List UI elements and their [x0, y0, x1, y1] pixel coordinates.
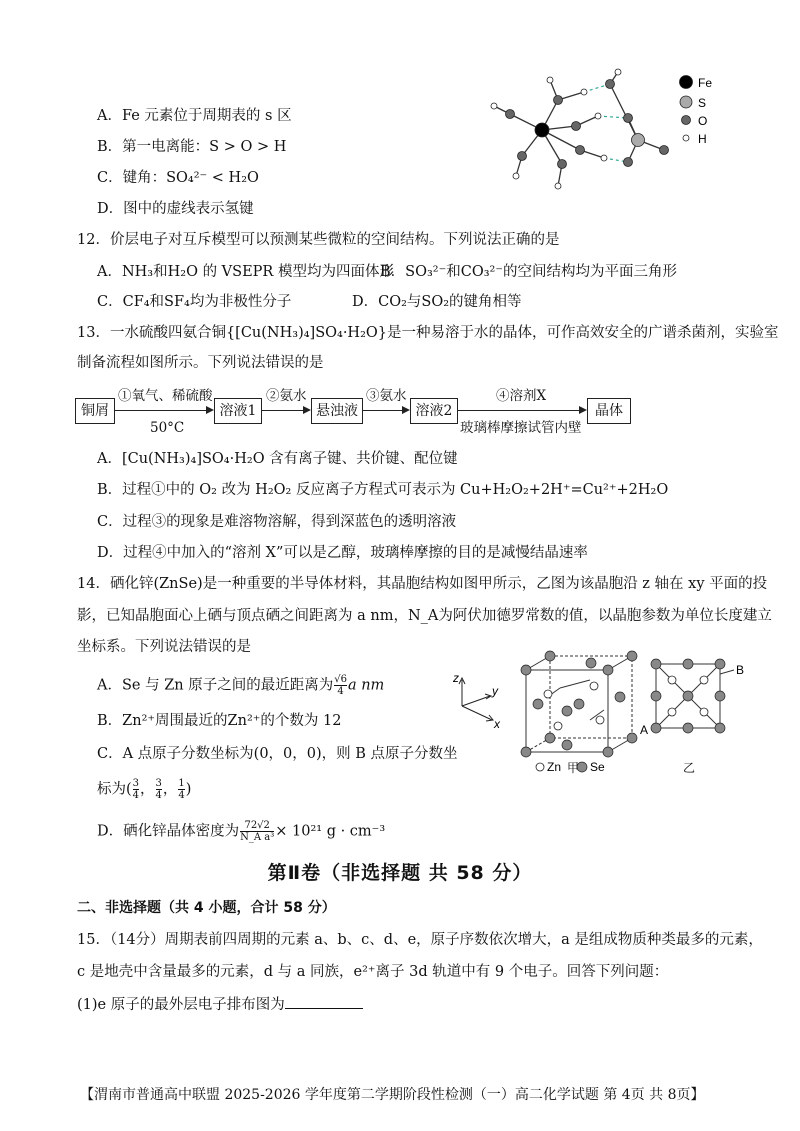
q14-option-c-line2: 标为( $\frac{3}{4}$ ， $\frac{3}{4}$ ， $\frac{1}{4}$ )	[97, 778, 192, 801]
flow-arrow-4	[457, 410, 585, 411]
q14-crystal-figures	[450, 648, 780, 778]
axis-x: x	[494, 717, 500, 731]
section-2-subtitle: 二、非选择题（共 4 小题，合计 58 分）	[77, 900, 336, 916]
q15-line2: c 是地壳中含量最多的元素，d 与 a 同族，e²⁺离子 3d 轨道中有 9 个电子。回答下列问题：	[77, 964, 669, 980]
flow-box-crystal: 晶体	[587, 398, 631, 424]
q12-option-d: D．CO₂与SO₂的键角相等	[352, 294, 522, 310]
q12-option-c: C．CF₄和SF₄均为非极性分子	[97, 294, 292, 310]
section-2-title: 第Ⅱ卷（非选择题 共 58 分）	[267, 862, 533, 884]
flow-step3-label: ③氨水	[366, 388, 407, 404]
flow-step1-temp: 50°C	[150, 420, 185, 436]
flow-box-solution1: 溶液1	[214, 398, 262, 424]
q13-stem-line2: 制备流程如图所示。下列说法错误的是	[77, 355, 324, 371]
legend-s: S	[698, 96, 707, 110]
q13-option-d: D．过程④中加入的“溶剂 X”可以是乙醇，玻璃棒摩擦的目的是减慢结晶速率	[97, 545, 588, 561]
page-footer: 【渭南市普通高中联盟 2025-2026 学年度第二学期阶段性检测（一）高二化学试题 第 4页 共 8页】	[80, 1087, 705, 1103]
flow-arrow-2	[261, 410, 309, 411]
legend-o: O	[698, 114, 708, 128]
q14-option-a: A．Se 与 Zn 原子之间的最近距离为 $\frac{√6}{4}$ a nm	[97, 674, 385, 697]
q14-stem-line1: 14．硒化锌(ZnSe)是一种重要的半导体材料，其晶胞结构如图甲所示，乙图为该晶胞沿 z 轴在 xy 平面的投	[77, 576, 768, 592]
q13-option-a: A．[Cu(NH₃)₄]SO₄·H₂O 含有离子键、共价键、配位键	[97, 451, 458, 467]
flow-step4-note: 玻璃棒摩擦试管内壁	[460, 420, 582, 436]
q15-line1: 15．（14分）周期表前四周期的元素 a、b、c、d、e，原子序数依次增大，a 是组成物质种类最多的元素，	[77, 932, 763, 948]
figure-label-jia: 甲	[567, 761, 580, 775]
axis-y: y	[492, 684, 498, 698]
flow-step4-label: ④溶剂X	[496, 388, 547, 404]
flow-arrow-3	[362, 410, 408, 411]
flow-box-copper: 铜屑	[75, 398, 115, 424]
q12-stem: 12．价层电子对互斥模型可以预测某些微粒的空间结构。下列说法正确的是	[77, 232, 560, 248]
flow-step1-label: ①氧气、稀硫酸	[118, 388, 213, 404]
q14-stem-line2: 影，已知晶胞面心上硒与顶点硒之间距离为 a nm，N_A为阿伏加德罗常数的值，以晶胞参数为单位长度建立	[77, 608, 772, 624]
figure-label-yi: 乙	[683, 761, 696, 775]
q14-option-b: B．Zn²⁺周围最近的Zn²⁺的个数为 12	[97, 713, 342, 729]
q12-option-a: A．NH₃和H₂O 的 VSEPR 模型均为四面体形	[97, 264, 394, 280]
flow-step2-label: ②氨水	[266, 388, 307, 404]
answer-blank[interactable]	[285, 994, 363, 1009]
q14-option-c-line1: C．A 点原子分数坐标为(0，0，0)，则 B 点原子分数坐	[97, 746, 458, 762]
q11-option-d: D．图中的虚线表示氢键	[97, 201, 254, 217]
q14-option-d: D．硒化锌晶体密度为 $\frac{72√2}{\text{N\_A a³}}$ × 10²¹ g · cm⁻³	[97, 820, 386, 843]
legend-se: Se	[590, 760, 605, 774]
frac-sqrt6-over-4: $\frac{√6}{4}$	[334, 674, 347, 697]
flow-arrow-1	[114, 410, 212, 411]
q11-option-b: B．第一电离能：S > O > H	[97, 139, 287, 155]
legend-fe: Fe	[698, 76, 713, 90]
q15-subquestion-1: (1)e 原子的最外层电子排布图为	[77, 994, 363, 1015]
flow-box-solution2: 溶液2	[410, 398, 458, 424]
q11-molecule-figure	[480, 64, 730, 194]
frac-density: $\frac{72√2}{\text{N\_A a³}}$	[240, 820, 275, 843]
flow-box-suspension: 悬浊液	[311, 398, 363, 424]
q13-option-b: B．过程①中的 O₂ 改为 H₂O₂ 反应离子方程式可表示为 Cu+H₂O₂+2H⁺=Cu²⁺+2H₂O	[97, 482, 669, 498]
legend-h: H	[698, 132, 707, 146]
axis-z: z	[453, 671, 459, 685]
point-a-label: A	[640, 723, 649, 737]
q11-option-c: C．键角：SO₄²⁻ < H₂O	[97, 170, 259, 186]
q11-option-a: A．Fe 元素位于周期表的 s 区	[97, 108, 292, 124]
q13-option-c: C．过程③的现象是难溶物溶解，得到深蓝色的透明溶液	[97, 514, 457, 530]
legend-zn: Zn	[547, 760, 562, 774]
q12-option-b: B．SO₃²⁻和CO₃²⁻的空间结构均为平面三角形	[380, 264, 678, 280]
point-b-label: B	[736, 663, 745, 677]
q14-stem-line3: 坐标系。下列说法错误的是	[77, 639, 251, 655]
q13-stem-line1: 13．一水硫酸四氨合铜{[Cu(NH₃)₄]SO₄·H₂O}是一种易溶于水的晶体，可作高效安全的广谱杀菌剂，实验室	[77, 325, 779, 341]
